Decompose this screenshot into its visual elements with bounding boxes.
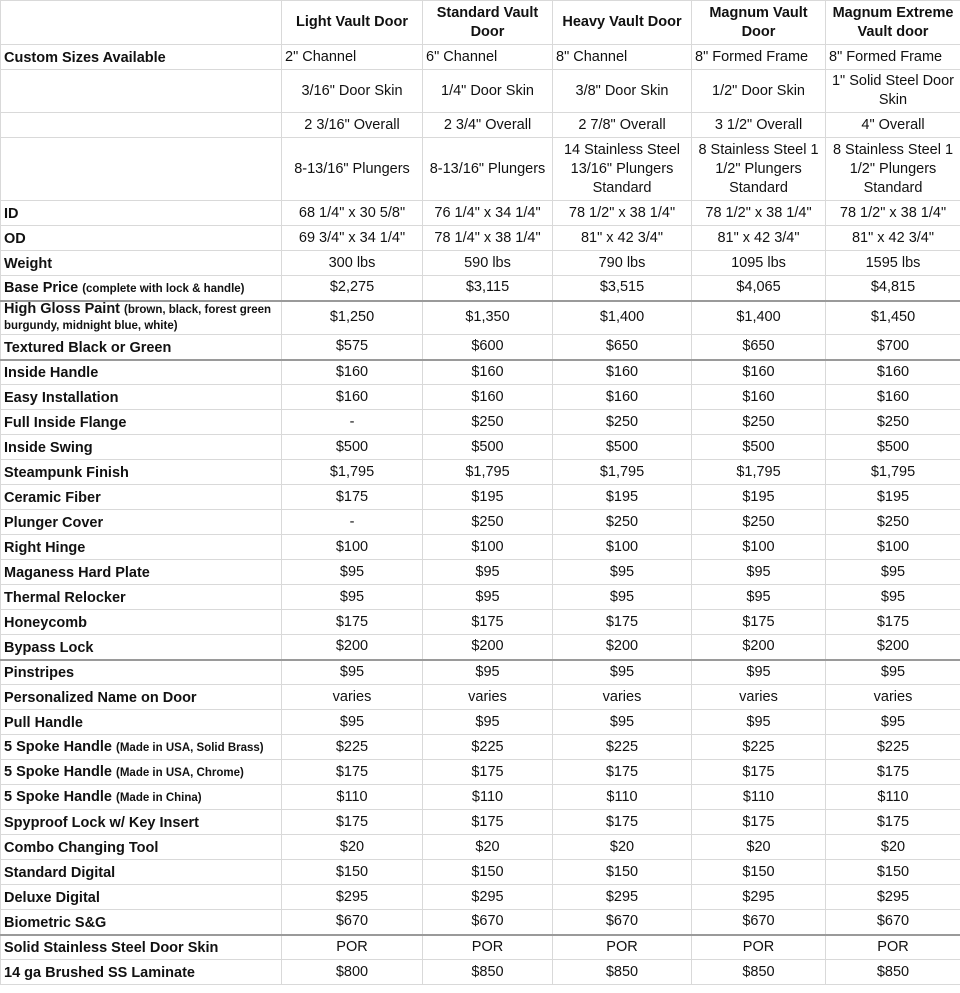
table-row (1, 485, 960, 510)
table-cell: $225 (692, 735, 826, 760)
table-row (1, 560, 960, 585)
table-row (1, 660, 960, 685)
table-cell: varies (553, 685, 692, 710)
table-row (1, 335, 960, 360)
table-cell: $225 (553, 735, 692, 760)
table-cell: $850 (423, 960, 553, 985)
table-cell: 78 1/4" x 38 1/4" (423, 226, 553, 251)
table-cell: $195 (826, 485, 960, 510)
table-cell: 76 1/4" x 34 1/4" (423, 201, 553, 226)
table-cell: $100 (692, 535, 826, 560)
table-row (1, 935, 960, 960)
table-cell: $3,515 (553, 276, 692, 301)
row-label (1, 685, 282, 710)
row-label (1, 410, 282, 435)
row-label (1, 460, 282, 485)
row-label (1, 710, 282, 735)
table-row (1, 410, 960, 435)
table-cell: $95 (423, 710, 553, 735)
table-cell: $95 (692, 560, 826, 585)
table-cell: 8-13/16" Plungers (282, 138, 423, 201)
table-cell: $670 (423, 910, 553, 935)
table-cell: $160 (553, 360, 692, 385)
row-label-note: (Made in USA, Chrome) (116, 767, 244, 779)
table-cell: $195 (553, 485, 692, 510)
table-cell: $95 (826, 660, 960, 685)
table-cell: $575 (282, 335, 423, 360)
row-label-text: 5 Spoke Handle (4, 764, 112, 780)
table-cell: $670 (282, 910, 423, 935)
table-cell: $500 (553, 435, 692, 460)
table-row (1, 435, 960, 460)
table-cell: $100 (282, 535, 423, 560)
table-cell: $160 (692, 385, 826, 410)
row-label (1, 760, 282, 785)
table-cell: $95 (423, 660, 553, 685)
table-cell: $95 (553, 710, 692, 735)
table-cell: $95 (282, 660, 423, 685)
table-row (1, 585, 960, 610)
row-label (1, 45, 282, 70)
table-cell: $1,400 (553, 301, 692, 335)
table-cell: $295 (826, 885, 960, 910)
table-cell: $670 (826, 910, 960, 935)
table-cell: $175 (692, 610, 826, 635)
row-label-text: Standard Digital (4, 865, 116, 881)
row-label-text: 5 Spoke Handle (4, 739, 112, 755)
table-row (1, 785, 960, 810)
table-row (1, 960, 960, 985)
table-cell: $600 (423, 335, 553, 360)
table-cell: $175 (692, 810, 826, 835)
table-cell: $160 (553, 385, 692, 410)
table-cell: 14 Stainless Steel 13/16" Plungers Standard (553, 138, 692, 201)
row-label-text: Textured Black or Green (4, 339, 172, 356)
table-cell: $100 (826, 535, 960, 560)
row-label-text: Weight (4, 256, 53, 272)
row-label-text: Inside Swing (4, 440, 93, 456)
row-label (1, 335, 282, 360)
table-row (1, 113, 960, 138)
row-label-text: Steampunk Finish (4, 465, 129, 481)
header-row (1, 1, 960, 45)
table-row (1, 251, 960, 276)
row-label-text: ID (4, 206, 19, 222)
table-cell: $200 (282, 635, 423, 660)
row-label-text: Honeycomb (4, 615, 87, 631)
table-cell: $295 (553, 885, 692, 910)
table-cell: $175 (826, 610, 960, 635)
header-magnum-extreme-vault-door: Magnum Extreme Vault door (826, 1, 960, 45)
row-label (1, 860, 282, 885)
table-cell: $175 (692, 760, 826, 785)
table-cell: $850 (692, 960, 826, 985)
row-label (1, 435, 282, 460)
row-label (1, 560, 282, 585)
table-cell: $110 (553, 785, 692, 810)
table-cell: $20 (282, 835, 423, 860)
table-cell: $175 (423, 760, 553, 785)
table-cell: $95 (553, 585, 692, 610)
table-cell: $670 (553, 910, 692, 935)
row-label-text: Spyproof Lock w/ Key Insert (4, 815, 199, 831)
table-cell: $1,795 (423, 460, 553, 485)
table-cell: 81" x 42 3/4" (692, 226, 826, 251)
table-cell: $1,350 (423, 301, 553, 335)
row-label-text: Plunger Cover (4, 515, 104, 531)
table-cell: $225 (282, 735, 423, 760)
table-cell: POR (553, 935, 692, 960)
table-cell: $225 (423, 735, 553, 760)
table-row (1, 301, 960, 335)
table-cell: 68 1/4" x 30 5/8" (282, 201, 423, 226)
row-label (1, 660, 282, 685)
row-label (1, 835, 282, 860)
table-cell: $1,450 (826, 301, 960, 335)
table-row (1, 710, 960, 735)
row-label (1, 735, 282, 760)
table-row (1, 201, 960, 226)
table-cell: 81" x 42 3/4" (826, 226, 960, 251)
table-cell: 1/2" Door Skin (692, 70, 826, 113)
row-label-text: Thermal Relocker (4, 590, 126, 606)
table-cell: POR (423, 935, 553, 960)
row-label-text: Full Inside Flange (4, 415, 127, 431)
table-row (1, 45, 960, 70)
table-cell: $250 (826, 510, 960, 535)
table-cell: $850 (553, 960, 692, 985)
table-cell: $250 (423, 410, 553, 435)
table-row (1, 610, 960, 635)
table-cell: 2 3/16" Overall (282, 113, 423, 138)
table-cell: $95 (282, 710, 423, 735)
table-cell: POR (826, 935, 960, 960)
table-cell: $200 (553, 635, 692, 660)
table-cell: - (282, 510, 423, 535)
table-cell: - (282, 410, 423, 435)
table-cell: $1,795 (826, 460, 960, 485)
table-cell: $175 (553, 610, 692, 635)
table-cell: 1/4" Door Skin (423, 70, 553, 113)
table-row (1, 70, 960, 113)
table-cell: $1,795 (692, 460, 826, 485)
row-label-text: Deluxe Digital (4, 890, 100, 906)
row-label-text: Biometric S&G (4, 914, 107, 931)
table-cell: $95 (423, 560, 553, 585)
header-heavy-vault-door: Heavy Vault Door (553, 1, 692, 45)
table-cell: $700 (826, 335, 960, 360)
table-cell: varies (826, 685, 960, 710)
table-cell: $650 (692, 335, 826, 360)
table-cell: 3 1/2" Overall (692, 113, 826, 138)
table-cell: $110 (692, 785, 826, 810)
table-cell: $500 (826, 435, 960, 460)
table-cell: $160 (282, 360, 423, 385)
table-cell: 3/16" Door Skin (282, 70, 423, 113)
row-label-text: Combo Changing Tool (4, 840, 159, 856)
row-label-text: Pinstripes (4, 665, 75, 681)
table-cell: $95 (826, 585, 960, 610)
table-cell: 590 lbs (423, 251, 553, 276)
table-cell: 1595 lbs (826, 251, 960, 276)
table-cell: $195 (692, 485, 826, 510)
table-cell: $295 (423, 885, 553, 910)
table-cell: $20 (692, 835, 826, 860)
row-label (1, 935, 282, 960)
row-label (1, 226, 282, 251)
table-cell: $195 (423, 485, 553, 510)
table-row (1, 385, 960, 410)
table-cell: $175 (282, 485, 423, 510)
table-cell: $150 (423, 860, 553, 885)
table-cell: $95 (282, 560, 423, 585)
table-row (1, 138, 960, 201)
row-label-text: Personalized Name on Door (4, 690, 197, 706)
table-row (1, 860, 960, 885)
table-cell: 8" Formed Frame (692, 45, 826, 70)
table-cell: $295 (692, 885, 826, 910)
table-cell: $175 (423, 610, 553, 635)
table-row (1, 535, 960, 560)
table-cell: $250 (553, 410, 692, 435)
table-cell: 8-13/16" Plungers (423, 138, 553, 201)
row-label (1, 635, 282, 660)
table-cell: 6" Channel (423, 45, 553, 70)
row-label (1, 610, 282, 635)
row-label-text: Easy Installation (4, 390, 119, 406)
table-cell: $500 (282, 435, 423, 460)
table-cell: $175 (553, 760, 692, 785)
table-cell: POR (692, 935, 826, 960)
header-standard-vault-door: Standard Vault Door (423, 1, 553, 45)
table-row (1, 635, 960, 660)
table-cell: $200 (826, 635, 960, 660)
row-label (1, 251, 282, 276)
row-label (1, 70, 282, 113)
table-row (1, 226, 960, 251)
table-cell: $175 (282, 760, 423, 785)
table-cell: $150 (282, 860, 423, 885)
table-cell: $175 (423, 810, 553, 835)
row-label (1, 510, 282, 535)
header-light-vault-door: Light Vault Door (282, 1, 423, 45)
row-label (1, 276, 282, 301)
row-label-text: Maganess Hard Plate (4, 565, 150, 581)
table-cell: $4,065 (692, 276, 826, 301)
table-cell: 69 3/4" x 34 1/4" (282, 226, 423, 251)
table-cell: $250 (423, 510, 553, 535)
row-label-text: Inside Handle (4, 365, 99, 381)
row-label (1, 385, 282, 410)
table-cell: $100 (553, 535, 692, 560)
table-cell: $20 (826, 835, 960, 860)
table-cell: $250 (826, 410, 960, 435)
table-cell: $160 (692, 360, 826, 385)
table-row (1, 735, 960, 760)
table-cell: $160 (423, 360, 553, 385)
table-row (1, 510, 960, 535)
row-label-note: (complete with lock & handle) (82, 282, 245, 295)
table-row (1, 910, 960, 935)
table-cell: $250 (553, 510, 692, 535)
row-label-text: 5 Spoke Handle (4, 789, 112, 805)
table-cell: $1,400 (692, 301, 826, 335)
table-cell: $850 (826, 960, 960, 985)
row-label (1, 585, 282, 610)
table-cell: $4,815 (826, 276, 960, 301)
table-row (1, 276, 960, 301)
row-label-text: Right Hinge (4, 540, 86, 556)
table-cell: $160 (826, 385, 960, 410)
table-cell: 8" Formed Frame (826, 45, 960, 70)
table-cell: $175 (282, 610, 423, 635)
table-cell: $95 (553, 660, 692, 685)
table-cell: $250 (692, 410, 826, 435)
table-cell: $1,795 (553, 460, 692, 485)
table-cell: POR (282, 935, 423, 960)
table-cell: 790 lbs (553, 251, 692, 276)
table-row (1, 810, 960, 835)
table-cell: $110 (826, 785, 960, 810)
row-label-text: Base Price (4, 279, 79, 296)
table-cell: 8 Stainless Steel 1 1/2" Plungers Standard (692, 138, 826, 201)
row-label-text: Custom Sizes Available (4, 50, 166, 66)
table-cell: $20 (553, 835, 692, 860)
row-label (1, 201, 282, 226)
table-cell: $175 (553, 810, 692, 835)
table-cell: $175 (826, 760, 960, 785)
table-cell: $175 (282, 810, 423, 835)
table-cell: $800 (282, 960, 423, 985)
table-row (1, 360, 960, 385)
table-row (1, 835, 960, 860)
row-label (1, 885, 282, 910)
table-cell: 4" Overall (826, 113, 960, 138)
table-cell: varies (423, 685, 553, 710)
table-cell: $95 (423, 585, 553, 610)
table-cell: $110 (423, 785, 553, 810)
table-cell: 78 1/2" x 38 1/4" (692, 201, 826, 226)
table-cell: $3,115 (423, 276, 553, 301)
row-label-text: Bypass Lock (4, 639, 94, 656)
table-cell: $95 (282, 585, 423, 610)
table-cell: $670 (692, 910, 826, 935)
row-label-text: OD (4, 231, 26, 247)
table-cell: 8" Channel (553, 45, 692, 70)
table-cell: 2 3/4" Overall (423, 113, 553, 138)
row-label (1, 535, 282, 560)
table-row (1, 760, 960, 785)
header-corner (1, 1, 282, 45)
table-cell: $175 (826, 810, 960, 835)
table-cell: varies (282, 685, 423, 710)
row-label (1, 810, 282, 835)
table-cell: $95 (553, 560, 692, 585)
row-label-text: High Gloss Paint (4, 300, 121, 317)
table-cell: $160 (282, 385, 423, 410)
table-cell: $200 (692, 635, 826, 660)
row-label (1, 360, 282, 385)
table-cell: $95 (692, 660, 826, 685)
header-magnum-vault-door: Magnum Vault Door (692, 1, 826, 45)
table-cell: 2 7/8" Overall (553, 113, 692, 138)
table-cell: 1095 lbs (692, 251, 826, 276)
row-label-note: (brown, black, forest green burgundy, midnight blue, white) (4, 303, 272, 332)
table-cell: 81" x 42 3/4" (553, 226, 692, 251)
row-label (1, 485, 282, 510)
table-row (1, 460, 960, 485)
table-cell: $160 (826, 360, 960, 385)
table-cell: 8 Stainless Steel 1 1/2" Plungers Standard (826, 138, 960, 201)
row-label-note: (Made in USA, Solid Brass) (116, 742, 264, 754)
table-cell: $150 (826, 860, 960, 885)
row-label (1, 138, 282, 201)
row-label-text: 14 ga Brushed SS Laminate (4, 965, 195, 981)
row-label (1, 301, 282, 335)
row-label (1, 113, 282, 138)
table-cell: $200 (423, 635, 553, 660)
table-cell: 3/8" Door Skin (553, 70, 692, 113)
table-cell: $1,250 (282, 301, 423, 335)
table-row (1, 885, 960, 910)
table-cell: $110 (282, 785, 423, 810)
table-cell: $500 (423, 435, 553, 460)
table-cell: $150 (692, 860, 826, 885)
row-label (1, 785, 282, 810)
table-cell: $250 (692, 510, 826, 535)
table-cell: $650 (553, 335, 692, 360)
table-cell: varies (692, 685, 826, 710)
table-cell: $95 (692, 710, 826, 735)
table-cell: $95 (826, 710, 960, 735)
table-cell: 78 1/2" x 38 1/4" (553, 201, 692, 226)
row-label (1, 910, 282, 935)
row-label-text: Ceramic Fiber (4, 490, 101, 506)
table-cell: $1,795 (282, 460, 423, 485)
table-cell: 2" Channel (282, 45, 423, 70)
row-label-text: Pull Handle (4, 715, 83, 731)
table-cell: $500 (692, 435, 826, 460)
table-cell: $150 (553, 860, 692, 885)
table-cell: 78 1/2" x 38 1/4" (826, 201, 960, 226)
table-cell: 300 lbs (282, 251, 423, 276)
table-cell: $100 (423, 535, 553, 560)
table-cell: 1" Solid Steel Door Skin (826, 70, 960, 113)
table-row (1, 685, 960, 710)
table-body (1, 45, 960, 985)
row-label (1, 960, 282, 985)
table-cell: $295 (282, 885, 423, 910)
table-cell: $20 (423, 835, 553, 860)
row-label-note: (Made in China) (116, 792, 202, 804)
table-cell: $95 (826, 560, 960, 585)
table-cell: $160 (423, 385, 553, 410)
row-label-text: Solid Stainless Steel Door Skin (4, 940, 219, 956)
table-cell: $2,275 (282, 276, 423, 301)
table-cell: $95 (692, 585, 826, 610)
table-cell: $225 (826, 735, 960, 760)
